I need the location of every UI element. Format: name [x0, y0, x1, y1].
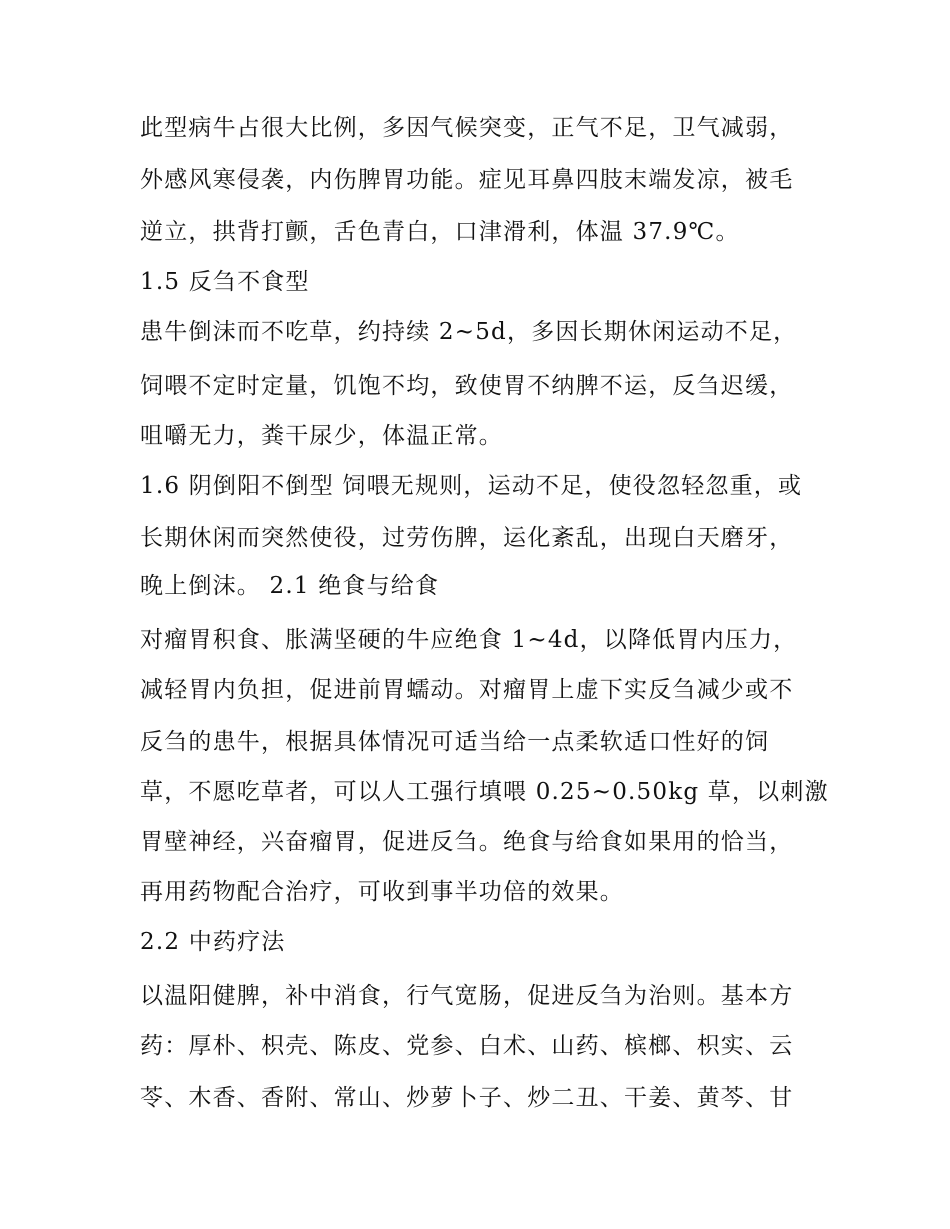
section-heading: 1.5 反刍不食型 — [140, 269, 310, 295]
text-line: 咀嚼无力，粪干尿少，体温正常。 — [140, 423, 503, 449]
text-line: 逆立，拱背打颤，舌色青白，口津滑利，体温 37.9℃。 — [140, 219, 740, 245]
section-heading: 2.2 中药疗法 — [140, 929, 286, 955]
text-line: 1.6 阴倒阳不倒型 饲喂无规则，运动不足，使役忽轻忽重，或 — [140, 473, 803, 499]
text-line: 胃壁神经，兴奋瘤胃，促进反刍。绝食与给食如果用的恰当， — [140, 829, 794, 855]
text-line: 再用药物配合治疗，可收到事半功倍的效果。 — [140, 879, 624, 905]
text-line: 长期休闲而突然使役，过劳伤脾，运化紊乱，出现白天磨牙， — [140, 525, 794, 551]
text-line: 草，不愿吃草者，可以人工强行填喂 0.25~0.50kg 草，以刺激 — [140, 779, 829, 805]
text-line: 苓、木香、香附、常山、炒萝卜子、炒二丑、干姜、黄芩、甘 — [140, 1085, 794, 1111]
text-line: 对瘤胃积食、胀满坚硬的牛应绝食 1~4d，以降低胃内压力， — [140, 627, 798, 653]
text-line: 此型病牛占很大比例，多因气候突变，正气不足，卫气减弱， — [140, 115, 794, 141]
text-line: 反刍的患牛，根据具体情况可适当给一点柔软适口性好的饲 — [140, 729, 770, 755]
text-line: 减轻胃内负担，促进前胃蠕动。对瘤胃上虚下实反刍减少或不 — [140, 677, 794, 703]
text-line: 药：厚朴、枳壳、陈皮、党参、白术、山药、槟榔、枳实、云 — [140, 1033, 794, 1059]
text-line: 患牛倒沫而不吃草，约持续 2~5d，多因长期休闲运动不足， — [140, 319, 798, 345]
text-line: 晚上倒沫。 2.1 绝食与给食 — [140, 573, 440, 599]
text-line: 以温阳健脾，补中消食，行气宽肠，促进反刍为治则。基本方 — [140, 983, 794, 1009]
text-line: 外感风寒侵袭，内伤脾胃功能。症见耳鼻四肢末端发凉，被毛 — [140, 167, 794, 193]
text-line: 饲喂不定时定量，饥饱不均，致使胃不纳脾不运，反刍迟缓， — [140, 373, 794, 399]
